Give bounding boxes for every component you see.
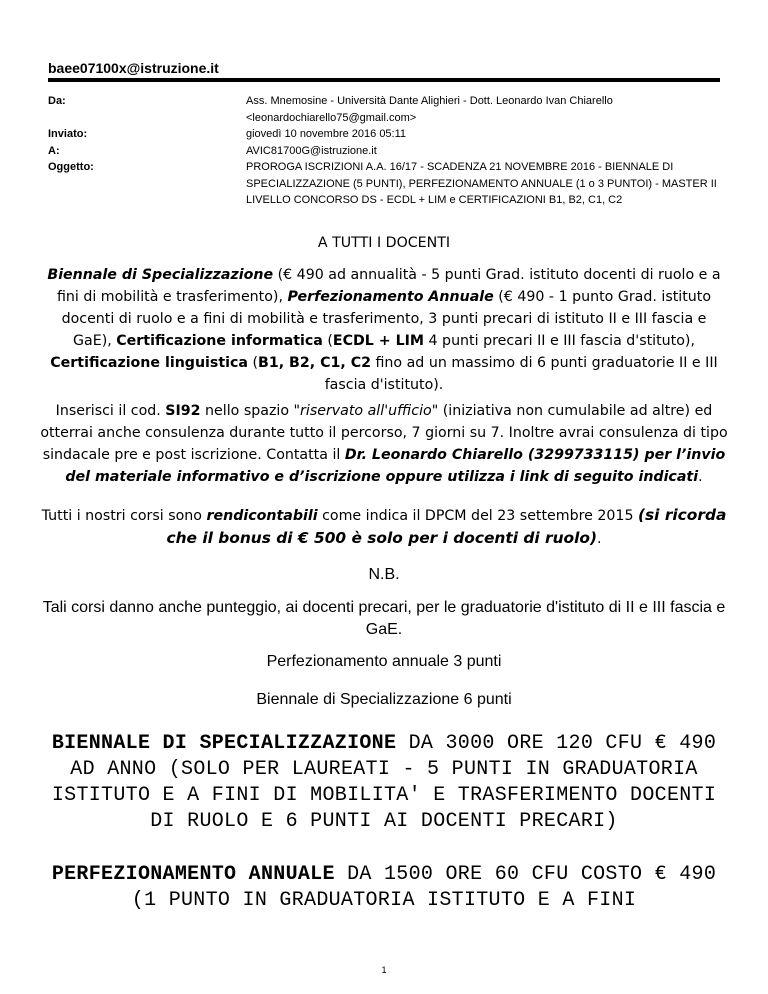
header-sent-value: giovedì 10 novembre 2016 05:11 bbox=[246, 128, 407, 140]
cert-informatica: Certificazione informatica bbox=[116, 333, 323, 349]
contact-info: Dr. Leonardo Chiarello (3299733115) per l’invio del materiale informativo e d’iscrizione oppure utilizza i link di seguito indicati bbox=[65, 447, 726, 485]
biennale-points: Biennale di Specializzazione 6 punti bbox=[256, 691, 512, 708]
course-perfezionamento: Perfezionamento Annuale bbox=[287, 289, 494, 305]
paragraph-code bbox=[40, 400, 728, 488]
header-to-label: A: bbox=[48, 144, 60, 157]
header-rule bbox=[48, 78, 720, 82]
text-span: DA 3000 ORE 120 CFU € 490 AD ANNO (SOLO PER LAUREATI - 5 PUNTI IN GRADUATORIA ISTITUTO E A FINI DI MOBILITA' E TRASFERIMENTO DOCENTI DI RUOLO E 6 PUNTI AI DOCENTI PRECARI) bbox=[51, 732, 717, 833]
text-span: . bbox=[698, 469, 703, 485]
email-headers bbox=[48, 93, 728, 209]
header-to-value: AVIC81700G@istruzione.it bbox=[246, 144, 377, 157]
text-span: Inserisci il cod. bbox=[55, 403, 166, 419]
promo-code: SI92 bbox=[165, 403, 201, 419]
text-span: ( bbox=[322, 333, 333, 349]
text-span: . bbox=[597, 531, 602, 547]
text-span: (€ 490 ad annualità - 5 punti Grad. istituto docenti di ruolo e a fini di mobilità e trasferimento), bbox=[56, 267, 721, 305]
paragraph-rendicontabili bbox=[40, 504, 728, 550]
header-from-label: Da: bbox=[48, 95, 66, 107]
body-heading: A TUTTI I DOCENTI bbox=[317, 235, 451, 251]
header-to bbox=[48, 143, 728, 160]
header-from-value: Ass. Mnemosine - Università Dante Alighieri - Dott. Leonardo Ivan Chiarello <leonardochiarello75@gmail.com> bbox=[246, 95, 613, 124]
header-subject-label: Oggetto: bbox=[48, 161, 94, 173]
header-sent-label: Inviato: bbox=[48, 128, 88, 140]
header-subject-value: PROROGA ISCRIZIONI A.A. 16/17 - SCADENZA 21 NOVEMBRE 2016 - BIENNALE DI SPECIALIZZAZIONE (5 PUNTI), PERFEZIONAMENTO ANNUALE (1 o 3 PUNTOI) - MASTER II LIVELLO CONCORSO DS - ECDL + LIM e CERTIFICAZIONI B1, B2, C1, C2 bbox=[246, 161, 717, 206]
account-email: baee07100x@istruzione.it bbox=[48, 60, 219, 76]
cert-linguistica: Certificazione linguistica bbox=[50, 355, 248, 371]
text-span: Tutti i nostri corsi sono bbox=[41, 508, 207, 524]
text-span: nello spazio " bbox=[200, 403, 301, 419]
rendicontabili-text: rendicontabili bbox=[206, 508, 318, 524]
paragraph-precari: Tali corsi danno anche punteggio, ai docenti precari, per le graduatorie d'istituto di II e III fascia e GaE. bbox=[42, 599, 726, 638]
header-from bbox=[48, 93, 728, 126]
bonus-note: (si ricorda che il bonus di € 500 è solo per i docenti di ruolo) bbox=[166, 506, 727, 547]
text-span: ( bbox=[248, 355, 259, 371]
page-number: 1 bbox=[381, 965, 387, 975]
reserved-field: riservato all'ufficio bbox=[300, 403, 432, 419]
header-sent bbox=[48, 126, 728, 143]
language-levels: B1, B2, C1, C2 bbox=[258, 355, 371, 371]
text-span: fino ad un massimo di 6 punti graduatorie II e III fascia d'istituto). bbox=[324, 355, 718, 393]
text-span: 4 punti precari II e III fascia d'stituto), bbox=[424, 333, 695, 349]
text-span: DA 1500 ORE 60 CFU COSTO € 490 (1 PUNTO IN GRADUATORIA ISTITUTO E A FINI bbox=[131, 863, 717, 912]
paragraph-biennale-details bbox=[40, 731, 728, 835]
nb-label: N.B. bbox=[368, 566, 400, 583]
text-span: " (iniziativa non cumulabile ad altre) ed otterrai anche consulenza durante tutto il percorso, 7 giorni su 7. Inoltre avrai consulenza di tipo sindacale pre e post iscrizione. Contatta il bbox=[40, 403, 728, 463]
perfezionamento-points: Perfezionamento annuale 3 punti bbox=[266, 653, 502, 670]
course-biennale: Biennale di Specializzazione bbox=[47, 267, 274, 283]
perfezionamento-title: PERFEZIONAMENTO ANNUALE bbox=[51, 863, 335, 886]
text-span: come indica il DPCM del 23 settembre 2015 bbox=[317, 508, 638, 524]
ecdl-lim: ECDL + LIM bbox=[332, 333, 425, 349]
text-span: (€ 490 - 1 punto Grad. istituto docenti di ruolo e a fini di mobilità e trasferimento, 3 punti precari di istituto II e III fascia e GaE), bbox=[61, 289, 712, 349]
header-subject bbox=[48, 159, 728, 209]
biennale-title: BIENNALE DI SPECIALIZZAZIONE bbox=[51, 732, 397, 755]
paragraph-courses bbox=[40, 264, 728, 396]
paragraph-perfezionamento-details bbox=[40, 862, 728, 914]
